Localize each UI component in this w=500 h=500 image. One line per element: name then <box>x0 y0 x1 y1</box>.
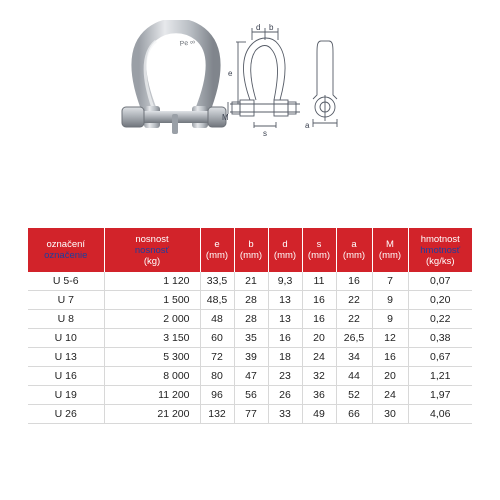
table-cell: 23 <box>268 367 302 386</box>
table-cell: 0,20 <box>408 291 472 310</box>
table-cell: U 16 <box>28 367 104 386</box>
svg-text:Pe ∞: Pe ∞ <box>179 38 196 48</box>
shackle-photo <box>120 20 230 150</box>
col-header-s: s (mm) <box>302 228 336 272</box>
table-cell: 66 <box>336 405 372 424</box>
table-cell: 12 <box>372 329 408 348</box>
label-a: a <box>305 121 310 130</box>
table-row <box>28 310 472 329</box>
col-header-e: e (mm) <box>200 228 234 272</box>
table-cell: 33 <box>268 405 302 424</box>
col-header-m: M (mm) <box>372 228 408 272</box>
table-cell: 0,38 <box>408 329 472 348</box>
table-cell: 1,21 <box>408 367 472 386</box>
table-cell: U 19 <box>28 386 104 405</box>
table-cell: 16 <box>336 272 372 291</box>
table-cell: 28 <box>234 310 268 329</box>
col-header-a: a (mm) <box>336 228 372 272</box>
table-header-row <box>28 228 472 272</box>
table-cell: 9 <box>372 310 408 329</box>
table-cell: 7 <box>372 272 408 291</box>
table-row <box>28 386 472 405</box>
table-cell: 22 <box>336 291 372 310</box>
table-cell: 44 <box>336 367 372 386</box>
table-cell: 20 <box>302 329 336 348</box>
table-cell: 96 <box>200 386 234 405</box>
table-cell: 8 000 <box>104 367 200 386</box>
table-cell: 16 <box>302 291 336 310</box>
table-cell: 48 <box>200 310 234 329</box>
table-cell: 22 <box>336 310 372 329</box>
table-cell: 11 200 <box>104 386 200 405</box>
table-cell: U 7 <box>28 291 104 310</box>
table-cell: 21 200 <box>104 405 200 424</box>
table-cell: U 13 <box>28 348 104 367</box>
table-cell: 0,22 <box>408 310 472 329</box>
table-cell: 48,5 <box>200 291 234 310</box>
table-cell: 26,5 <box>336 329 372 348</box>
col-header-d: d (mm) <box>268 228 302 272</box>
table-cell: 26 <box>268 386 302 405</box>
table-cell: 13 <box>268 291 302 310</box>
table-row <box>28 329 472 348</box>
col-header-b: b (mm) <box>234 228 268 272</box>
table-cell: 72 <box>200 348 234 367</box>
table-cell: 9 <box>372 291 408 310</box>
shackle-spec-table <box>28 228 472 424</box>
table-cell: 1,97 <box>408 386 472 405</box>
table-body <box>28 272 472 424</box>
table-cell: 13 <box>268 310 302 329</box>
table-cell: 24 <box>302 348 336 367</box>
table-row <box>28 291 472 310</box>
label-e: e <box>228 69 233 78</box>
label-d: d <box>256 23 261 32</box>
table-cell: 39 <box>234 348 268 367</box>
table-row <box>28 348 472 367</box>
table-cell: 9,3 <box>268 272 302 291</box>
table-cell: 132 <box>200 405 234 424</box>
table-cell: 21 <box>234 272 268 291</box>
table-cell: 1 500 <box>104 291 200 310</box>
table-cell: 0,67 <box>408 348 472 367</box>
table-cell: 47 <box>234 367 268 386</box>
table-cell: 18 <box>268 348 302 367</box>
col-header-designation: označení označenie <box>28 228 104 272</box>
table-cell: 35 <box>234 329 268 348</box>
table-cell: 1 120 <box>104 272 200 291</box>
table-cell: 3 150 <box>104 329 200 348</box>
table-cell: 80 <box>200 367 234 386</box>
table-cell: U 10 <box>28 329 104 348</box>
side-view-drawing <box>305 35 350 130</box>
table-cell: U 26 <box>28 405 104 424</box>
table-cell: 2 000 <box>104 310 200 329</box>
table-cell: U 8 <box>28 310 104 329</box>
table-cell: 4,06 <box>408 405 472 424</box>
table-cell: U 5-6 <box>28 272 104 291</box>
table-cell: 30 <box>372 405 408 424</box>
table-cell: 16 <box>268 329 302 348</box>
table-row <box>28 367 472 386</box>
table-cell: 77 <box>234 405 268 424</box>
table-cell: 36 <box>302 386 336 405</box>
table-cell: 5 300 <box>104 348 200 367</box>
table-cell: 0,07 <box>408 272 472 291</box>
label-s: s <box>263 129 267 138</box>
table-row <box>28 272 472 291</box>
table-cell: 34 <box>336 348 372 367</box>
table-cell: 60 <box>200 329 234 348</box>
table-row <box>28 405 472 424</box>
label-b: b <box>269 23 274 32</box>
table-cell: 16 <box>302 310 336 329</box>
table-cell: 24 <box>372 386 408 405</box>
label-m: M <box>222 113 229 122</box>
table-cell: 16 <box>372 348 408 367</box>
table-cell: 49 <box>302 405 336 424</box>
col-header-capacity: nosnost nosnosť (kg) <box>104 228 200 272</box>
table-cell: 11 <box>302 272 336 291</box>
table-cell: 32 <box>302 367 336 386</box>
table-cell: 28 <box>234 291 268 310</box>
table-cell: 33,5 <box>200 272 234 291</box>
table-cell: 20 <box>372 367 408 386</box>
table-cell: 52 <box>336 386 372 405</box>
table-cell: 56 <box>234 386 268 405</box>
col-header-weight: hmotnost hmotnosť (kg/ks) <box>408 228 472 272</box>
